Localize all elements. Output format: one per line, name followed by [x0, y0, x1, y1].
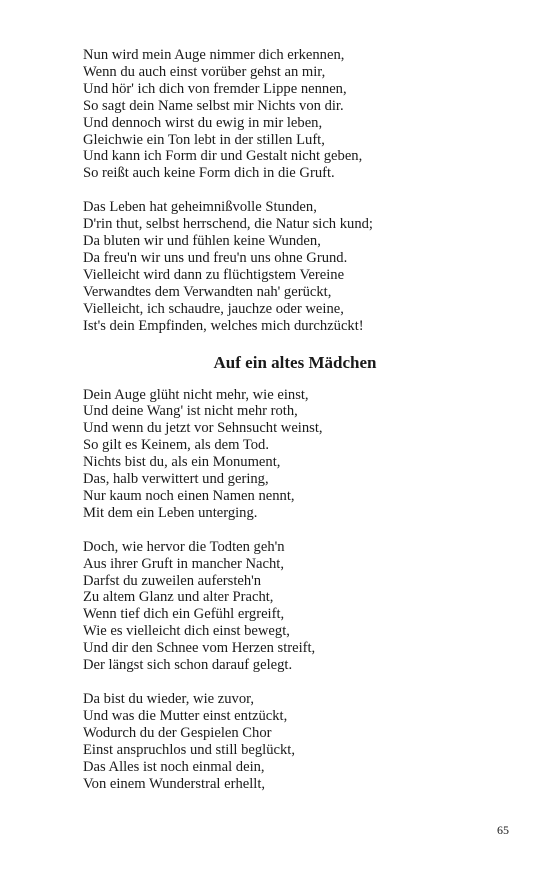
- poem-continued: [83, 47, 523, 335]
- verse-line: Und was die Mutter einst entzückt,: [83, 707, 288, 724]
- verse-line: Und deine Wang' ist nicht mehr roth,: [83, 403, 298, 420]
- verse-line: Und hör' ich dich von fremder Lippe nennen,: [83, 80, 347, 97]
- verse-line: Das Alles ist noch einmal dein,: [83, 758, 265, 775]
- stanza: [83, 691, 523, 792]
- verse-line: Und dir den Schnee vom Herzen streift,: [83, 640, 316, 657]
- verse-line: So sagt dein Name selbst mir Nichts von dir.: [83, 97, 344, 114]
- verse-line: Ist's dein Empfinden, welches mich durchzückt!: [83, 317, 364, 334]
- verse-line: Verwandtes dem Verwandten nah' gerückt,: [83, 283, 332, 300]
- verse-line: So gilt es Keinem, als dem Tod.: [83, 437, 269, 454]
- stanza: [83, 199, 523, 334]
- verse-line: Das, halb verwittert und gering,: [83, 471, 269, 488]
- verse-line: Einst anspruchlos und still beglückt,: [83, 741, 295, 758]
- verse-line: So reißt auch keine Form dich in die Gruft.: [83, 165, 335, 182]
- verse-line: Vielleicht wird dann zu flüchtigstem Vereine: [83, 266, 345, 283]
- stanza: [83, 539, 523, 674]
- verse-line: Von einem Wunderstral erhellt,: [83, 775, 266, 792]
- verse-line: Wodurch du der Gespielen Chor: [83, 724, 272, 741]
- verse-line: Aus ihrer Gruft in mancher Nacht,: [83, 555, 284, 572]
- verse-line: Nichts bist du, als ein Monument,: [83, 454, 281, 471]
- verse-line: Nur kaum noch einen Namen nennt,: [83, 487, 295, 504]
- stanza: [83, 387, 523, 522]
- verse-line: Gleichwie ein Ton lebt in der stillen Luft,: [83, 131, 325, 148]
- verse-line: Das Leben hat geheimnißvolle Stunden,: [83, 199, 317, 216]
- verse-line: Wie es vielleicht dich einst bewegt,: [83, 623, 290, 640]
- verse-line: Vielleicht, ich schaudre, jauchze oder weine,: [83, 300, 344, 317]
- page-number: 65: [497, 823, 509, 837]
- verse-line: Doch, wie hervor die Todten geh'n: [83, 538, 285, 555]
- verse-line: Und dennoch wirst du ewig in mir leben,: [83, 114, 323, 131]
- poem-auf-ein-altes-maedchen: [83, 387, 523, 793]
- verse-line: Zu altem Glanz und alter Pracht,: [83, 589, 274, 606]
- verse-line: Und wenn du jetzt vor Sehnsucht weinst,: [83, 420, 323, 437]
- verse-line: Darfst du zuweilen aufersteh'n: [83, 572, 262, 589]
- verse-line: Wenn tief dich ein Gefühl ergreift,: [83, 606, 285, 623]
- verse-line: Mit dem ein Leben unterging.: [83, 504, 258, 521]
- verse-line: D'rin thut, selbst herrschend, die Natur sich kund;: [83, 216, 373, 233]
- text-block: [83, 47, 523, 809]
- verse-line: Da bluten wir und fühlen keine Wunden,: [83, 233, 321, 250]
- verse-line: Wenn du auch einst vorüber gehst an mir,: [83, 63, 326, 80]
- verse-line: Nun wird mein Auge nimmer dich erkennen,: [83, 47, 345, 63]
- verse-line: Da bist du wieder, wie zuvor,: [83, 691, 255, 707]
- verse-line: Dein Auge glüht nicht mehr, wie einst,: [83, 386, 309, 403]
- verse-line: Und kann ich Form dir und Gestalt nicht geben,: [83, 148, 363, 165]
- verse-line: Da freu'n wir uns und freu'n uns ohne Grund.: [83, 249, 348, 266]
- stanza: [83, 47, 523, 182]
- poem-title: Auf ein altes Mädchen: [213, 352, 377, 372]
- verse-line: Der längst sich schon darauf gelegt.: [83, 657, 293, 674]
